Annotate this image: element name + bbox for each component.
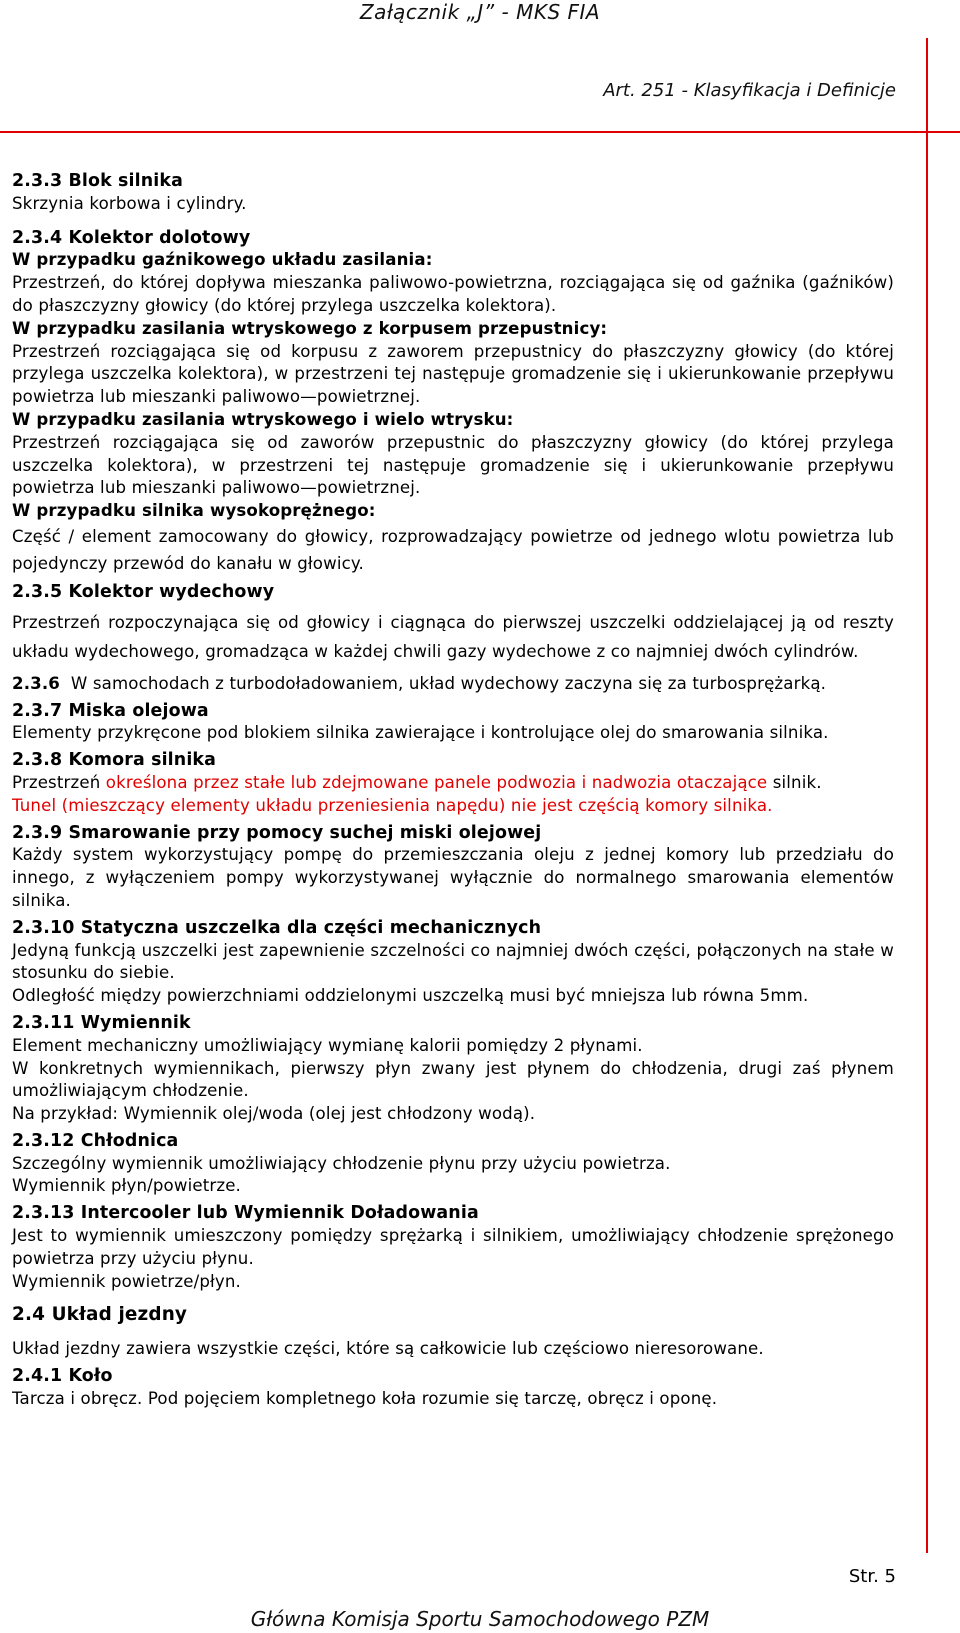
section-text-2-3-5: Przestrzeń rozpoczynająca się od głowicy i ciągnąca do pierwszej uszczelki oddzielającej ją od reszty układu wydechowego, gromadząca w każdej chwili gazy wydechowe z co najmniej dwóch cylindrów. [12, 612, 894, 661]
section-text-2-3-12-b: Wymiennik płyn/powietrze. [12, 1176, 241, 1196]
section-text-2-3-9: Każdy system wykorzystujący pompę do przemieszczania oleju z jednej komory lub przedziału do innego, z wyłączeniem pompy wykorzystywanej wyłącznie do normalnego smarowania elementów silnika. [12, 845, 894, 910]
section-heading-2-3-9: 2.3.9 Smarowanie przy pomocy suchej miski olejowej [12, 822, 542, 843]
section-heading-2-3-5: 2.3.5 Kolektor wydechowy [12, 581, 275, 602]
section-text-2-3-12-a: Szczególny wymiennik umożliwiający chłodzenie płynu przy użyciu powietrza. [12, 1153, 671, 1173]
section-text-2-3-11-c: Na przykład: Wymiennik olej/woda (olej jest chłodzony wodą). [12, 1104, 536, 1124]
page-number: Str. 5 [848, 1566, 896, 1587]
section-heading-2-4-1: 2.4.1 Koło [12, 1366, 113, 1387]
header-article: Art. 251 - Klasyfikacja i Definicje [603, 80, 896, 101]
section-heading-2-3-11: 2.3.11 Wymiennik [12, 1012, 191, 1033]
section-text-2-3-13-b: Wymiennik powietrze/płyn. [12, 1271, 241, 1291]
section-text-2-3-10-b: Odległość między powierzchniami oddzielonymi uszczelką musi być mniejsza lub równa 5mm. [12, 986, 809, 1006]
subheading-throttle-body: W przypadku zasilania wtryskowego z korpusem przepustnicy: [12, 318, 608, 338]
margin-rule [926, 38, 928, 1553]
section-text-2-3-10-a: Jedyną funkcją uszczelki jest zapewnienie szczelności co najmniej dwóch części, połączonych na stałe w stosunku do siebie. [12, 940, 894, 983]
section-number-2-3-6: 2.3.6 [12, 673, 60, 693]
section-heading-2-3-8: 2.3.8 Komora silnika [12, 750, 217, 771]
section-heading-2-3-3: 2.3.3 Blok silnika [12, 171, 183, 191]
document-body [12, 170, 894, 1411]
section-heading-2-3-13: 2.3.13 Intercooler lub Wymiennik Doładowania [12, 1203, 479, 1224]
text-diesel: Część / element zamocowany do głowicy, rozprowadzający powietrze od jednego wlotu powietrza lub pojedynczy przewód do kanału w głowicy. [12, 526, 894, 573]
section-text-2-4: Układ jezdny zawiera wszystkie części, które są całkowicie lub częściowo nieresorowane. [12, 1339, 764, 1359]
text-multi-injection: Przestrzeń rozciągająca się od zaworów przepustnic do płaszczyzny głowicy (do której przylega uszczelka kolektora), w przestrzeni tej następuje gromadzenie się i ukierunkowanie przepływu powietrza lub mieszanki paliwowo—powietrznej. [12, 432, 894, 498]
section-heading-2-3-12: 2.3.12 Chłodnica [12, 1130, 179, 1151]
text-carburetor: Przestrzeń, do której dopływa mieszanka paliwowo-powietrzna, rozciągająca się od gaźnika (gaźników) do płaszczyzny głowicy (do której przylega uszczelka kolektora). [12, 273, 894, 315]
section-text-2-3-11-a: Element mechaniczny umożliwiający wymianę kalorii pomiędzy 2 płynami. [12, 1035, 643, 1055]
subheading-carburetor: W przypadku gaźnikowego układu zasilania: [12, 250, 433, 270]
section-2-3-6 [12, 673, 894, 696]
header-rule [0, 131, 960, 133]
section-heading-2-4: 2.4 Układ jezdny [12, 1304, 188, 1326]
section-heading-2-3-4: 2.3.4 Kolektor dolotowy [12, 227, 251, 248]
footer: Główna Komisja Sportu Samochodowego PZM [250, 1607, 710, 1631]
section-text-2-3-7: Elementy przykręcone pod blokiem silnika zawierające i kontrolujące olej do smarowania silnika. [12, 723, 829, 743]
section-text-2-3-3: Skrzynia korbowa i cylindry. [12, 193, 247, 213]
text-lead-2-3-8: Przestrzeń [12, 772, 106, 792]
section-text-2-3-6: W samochodach z turbodoładowaniem, układ wydechowy zaczyna się za turbosprężarką. [70, 673, 827, 693]
section-text-2-3-13-a: Jest to wymiennik umieszczony pomiędzy sprężarką i silnikiem, umożliwiający chłodzenie sprężonego powietrza przy użyciu płynu. [12, 1226, 894, 1268]
section-text-2-4-1: Tarcza i obręcz. Pod pojęciem kompletnego koła rozumie się tarczę, obręcz i oponę. [12, 1388, 718, 1408]
subheading-diesel: W przypadku silnika wysokoprężnego: [12, 501, 376, 521]
header-title: Załącznik „J” - MKS FIA [359, 0, 601, 24]
section-text-2-3-11-b: W konkretnych wymiennikach, pierwszy płyn zwany jest płynem do chłodzenia, drugi zaś płynem umożliwiającym chłodzenie. [12, 1058, 894, 1101]
section-text-2-3-8 [12, 772, 894, 795]
text-throttle-body: Przestrzeń rozciągająca się od korpusu z zaworem przepustnicy do płaszczyzny głowicy (do której przylega uszczelka kolektora), w przestrzeni tej następuje gromadzenie się i ukierunkowanie przepływu powietrza lub mieszanki paliwowo—powietrznej. [12, 341, 894, 407]
subheading-multi-injection: W przypadku zasilania wtryskowego i wielo wtrysku: [12, 409, 514, 429]
section-note-2-3-8: Tunel (mieszczący elementy układu przeniesienia napędu) nie jest częścią komory silnika. [12, 795, 773, 815]
text-tail-2-3-8: silnik. [767, 772, 822, 792]
text-red-2-3-8: określona przez stałe lub zdejmowane panele podwozia i nadwozia otaczające [105, 772, 768, 792]
section-heading-2-3-10: 2.3.10 Statyczna uszczelka dla części mechanicznych [12, 917, 542, 938]
section-heading-2-3-7: 2.3.7 Miska olejowa [12, 700, 209, 721]
